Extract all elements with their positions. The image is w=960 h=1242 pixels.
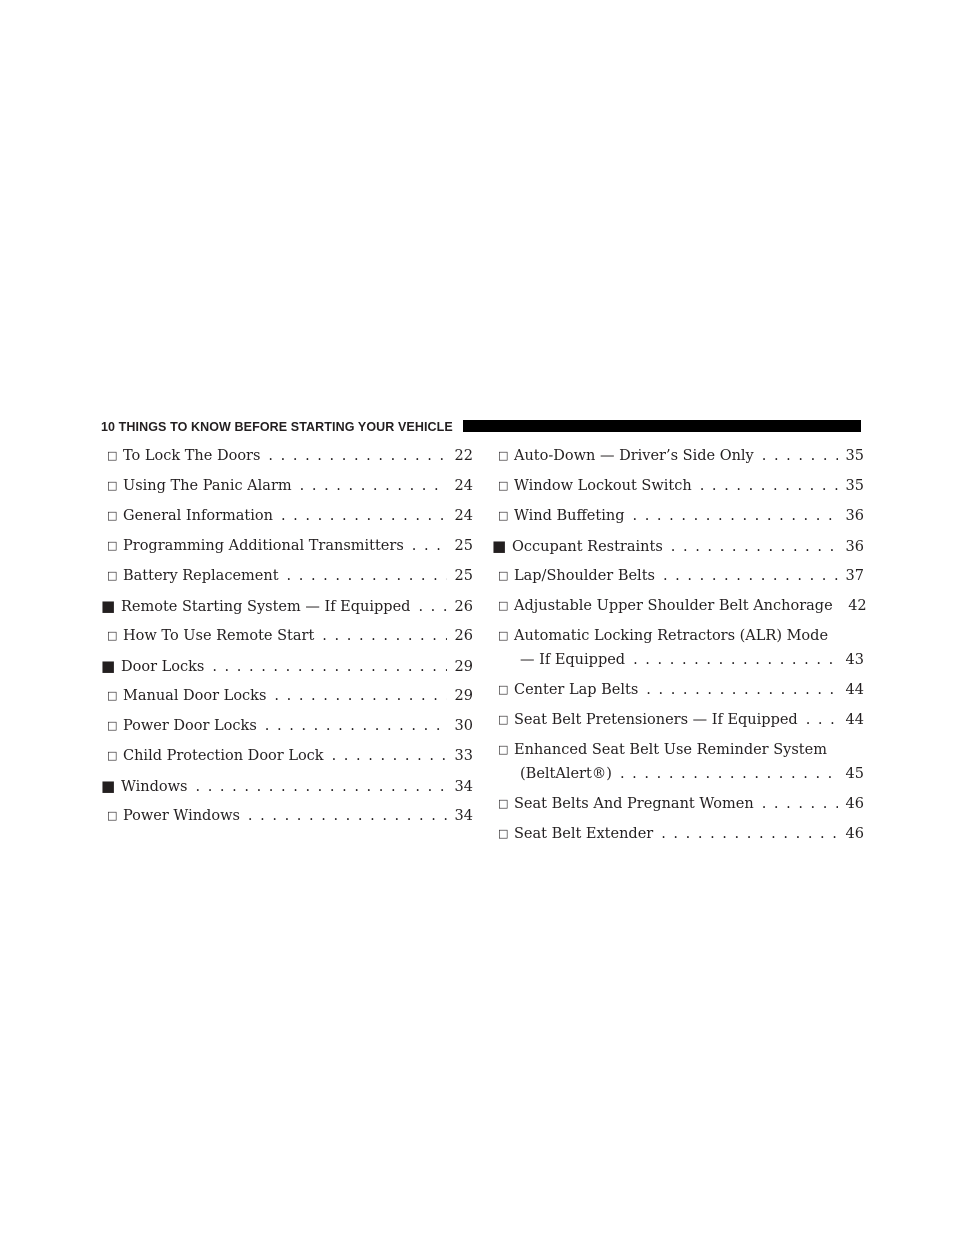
dot-leader <box>632 504 838 528</box>
toc-right-column <box>492 444 867 852</box>
dot-leader <box>300 474 447 498</box>
dot-leader <box>212 655 447 679</box>
dot-leader <box>806 708 838 732</box>
toc-subsection-entry[interactable] <box>492 594 867 624</box>
toc-page-number: 34 <box>454 779 473 795</box>
toc-entry-title: General Information <box>123 508 273 524</box>
toc-entry-title-continuation: — If Equipped <box>520 652 626 668</box>
hollow-square-bullet-icon: □ <box>107 749 118 762</box>
page-header-text: 10 THINGS TO KNOW BEFORE STARTING YOUR VEHICLE <box>101 420 453 434</box>
toc-entry-title: Center Lap Belts <box>514 682 639 698</box>
toc-entry-title: Programming Additional Transmitters <box>123 538 404 554</box>
hollow-square-bullet-icon: □ <box>498 743 509 756</box>
hollow-square-bullet-icon: □ <box>498 827 509 840</box>
dot-leader <box>287 564 447 588</box>
dot-leader <box>646 678 838 702</box>
toc-page-number: 26 <box>454 628 473 644</box>
toc-page-number: 45 <box>845 766 864 782</box>
dot-leader <box>418 595 447 619</box>
hollow-square-bullet-icon: □ <box>498 683 509 696</box>
hollow-square-bullet-icon: □ <box>107 539 118 552</box>
hollow-square-bullet-icon: □ <box>107 449 118 462</box>
toc-entry-title: Lap/Shoulder Belts <box>514 568 655 584</box>
dot-leader <box>196 775 448 799</box>
toc-subsection-entry[interactable] <box>101 804 473 834</box>
filled-square-bullet-icon: ■ <box>101 657 116 675</box>
toc-entry-title: Wind Buffeting <box>514 508 625 524</box>
filled-square-bullet-icon: ■ <box>101 777 116 795</box>
hollow-square-bullet-icon: □ <box>107 809 118 822</box>
toc-entry-title: Enhanced Seat Belt Use Reminder System <box>514 742 827 758</box>
toc-entry-title: Power Door Locks <box>123 718 257 734</box>
toc-page-number: 25 <box>454 538 473 554</box>
hollow-square-bullet-icon: □ <box>107 689 118 702</box>
toc-page-number: 43 <box>845 652 864 668</box>
dot-leader <box>762 792 838 816</box>
toc-subsection-entry[interactable] <box>101 534 473 564</box>
toc-entry-title: Windows <box>121 779 188 795</box>
toc-entry-title: Manual Door Locks <box>123 688 267 704</box>
dot-leader <box>265 714 447 738</box>
dot-leader <box>332 744 447 768</box>
toc-entry-title: How To Use Remote Start <box>123 628 315 644</box>
toc-page-number: 26 <box>454 599 473 615</box>
hollow-square-bullet-icon: □ <box>498 479 509 492</box>
toc-section-entry[interactable] <box>101 594 473 624</box>
toc-subsection-entry[interactable] <box>101 744 473 774</box>
toc-page-number: 33 <box>454 748 473 764</box>
toc-page-number: 29 <box>454 659 473 675</box>
toc-entry-title: Seat Belt Pretensioners — If Equipped <box>514 712 798 728</box>
toc-page-number: 44 <box>845 712 864 728</box>
dot-leader <box>248 804 447 828</box>
toc-page-number: 37 <box>845 568 864 584</box>
toc-subsection-entry[interactable] <box>492 792 864 822</box>
header-rule-bar <box>463 420 861 432</box>
toc-page-number: 24 <box>454 478 473 494</box>
dot-leader <box>274 684 447 708</box>
hollow-square-bullet-icon: □ <box>498 629 509 642</box>
toc-subsection-entry[interactable] <box>492 822 864 852</box>
dot-leader <box>322 624 447 648</box>
dot-leader <box>671 535 838 559</box>
toc-subsection-entry[interactable] <box>492 474 864 504</box>
toc-page-number: 36 <box>845 508 864 524</box>
toc-section-entry[interactable] <box>101 654 473 684</box>
toc-section-entry[interactable] <box>492 534 864 564</box>
hollow-square-bullet-icon: □ <box>498 509 509 522</box>
hollow-square-bullet-icon: □ <box>498 797 509 810</box>
hollow-square-bullet-icon: □ <box>498 713 509 726</box>
toc-entry-title: Seat Belts And Pregnant Women <box>514 796 754 812</box>
toc-entry-title: Battery Replacement <box>123 568 279 584</box>
hollow-square-bullet-icon: □ <box>498 569 509 582</box>
toc-subsection-entry[interactable] <box>492 738 864 792</box>
hollow-square-bullet-icon: □ <box>498 449 509 462</box>
toc-entry-title: Child Protection Door Lock <box>123 748 324 764</box>
filled-square-bullet-icon: ■ <box>492 537 507 555</box>
toc-entry-title: Occupant Restraints <box>512 539 663 555</box>
toc-subsection-entry[interactable] <box>492 504 864 534</box>
dot-leader <box>268 444 447 468</box>
toc-subsection-entry[interactable] <box>101 444 473 474</box>
toc-entry-title: Door Locks <box>121 659 205 675</box>
toc-entry-title: To Lock The Doors <box>123 448 261 464</box>
hollow-square-bullet-icon: □ <box>107 719 118 732</box>
hollow-square-bullet-icon: □ <box>107 479 118 492</box>
toc-entry-title: Automatic Locking Retractors (ALR) Mode <box>514 628 829 644</box>
dot-leader <box>663 564 838 588</box>
toc-entry-title: Adjustable Upper Shoulder Belt Anchorage <box>514 598 833 614</box>
dot-leader <box>762 444 838 468</box>
toc-left-column <box>101 444 473 834</box>
toc-page-number: 35 <box>845 448 864 464</box>
toc-section-entry[interactable] <box>101 774 473 804</box>
toc-page-number: 36 <box>845 539 864 555</box>
toc-page-number: 29 <box>454 688 473 704</box>
toc-subsection-entry[interactable] <box>101 714 473 744</box>
toc-page-number: 24 <box>454 508 473 524</box>
toc-subsection-entry[interactable] <box>492 444 864 474</box>
toc-entry-title-continuation: (BeltAlert®) <box>520 766 612 782</box>
toc-page-number: 44 <box>845 682 864 698</box>
toc-page-number: 34 <box>454 808 473 824</box>
page-header <box>101 418 861 436</box>
toc-subsection-entry[interactable] <box>101 504 473 534</box>
toc-entry-title: Remote Starting System — If Equipped <box>121 599 411 615</box>
toc-entry-title: Using The Panic Alarm <box>123 478 292 494</box>
toc-page-number: 30 <box>454 718 473 734</box>
dot-leader <box>412 534 447 558</box>
dot-leader <box>700 474 838 498</box>
dot-leader <box>661 822 838 846</box>
hollow-square-bullet-icon: □ <box>107 569 118 582</box>
toc-subsection-entry[interactable] <box>492 624 864 678</box>
toc-entry-title: Window Lockout Switch <box>514 478 692 494</box>
toc-entry-title: Auto-Down — Driver’s Side Only <box>514 448 754 464</box>
dot-leader <box>633 648 838 672</box>
hollow-square-bullet-icon: □ <box>498 599 509 612</box>
toc-page-number: 46 <box>845 826 864 842</box>
toc-subsection-entry[interactable] <box>101 564 473 594</box>
toc-subsection-entry[interactable] <box>492 564 864 594</box>
dot-leader <box>620 762 838 786</box>
dot-leader <box>281 504 447 528</box>
hollow-square-bullet-icon: □ <box>107 509 118 522</box>
toc-subsection-entry[interactable] <box>101 624 473 654</box>
toc-subsection-entry[interactable] <box>101 684 473 714</box>
toc-entry-title: Seat Belt Extender <box>514 826 654 842</box>
toc-entry-title: Power Windows <box>123 808 240 824</box>
toc-subsection-entry[interactable] <box>492 708 864 738</box>
toc-page-number: 46 <box>845 796 864 812</box>
toc-page-number: 42 <box>848 598 867 614</box>
toc-subsection-entry[interactable] <box>492 678 864 708</box>
hollow-square-bullet-icon: □ <box>107 629 118 642</box>
toc-page-number: 25 <box>454 568 473 584</box>
toc-subsection-entry[interactable] <box>101 474 473 504</box>
toc-page-number: 35 <box>845 478 864 494</box>
filled-square-bullet-icon: ■ <box>101 597 116 615</box>
toc-page-number: 22 <box>454 448 473 464</box>
